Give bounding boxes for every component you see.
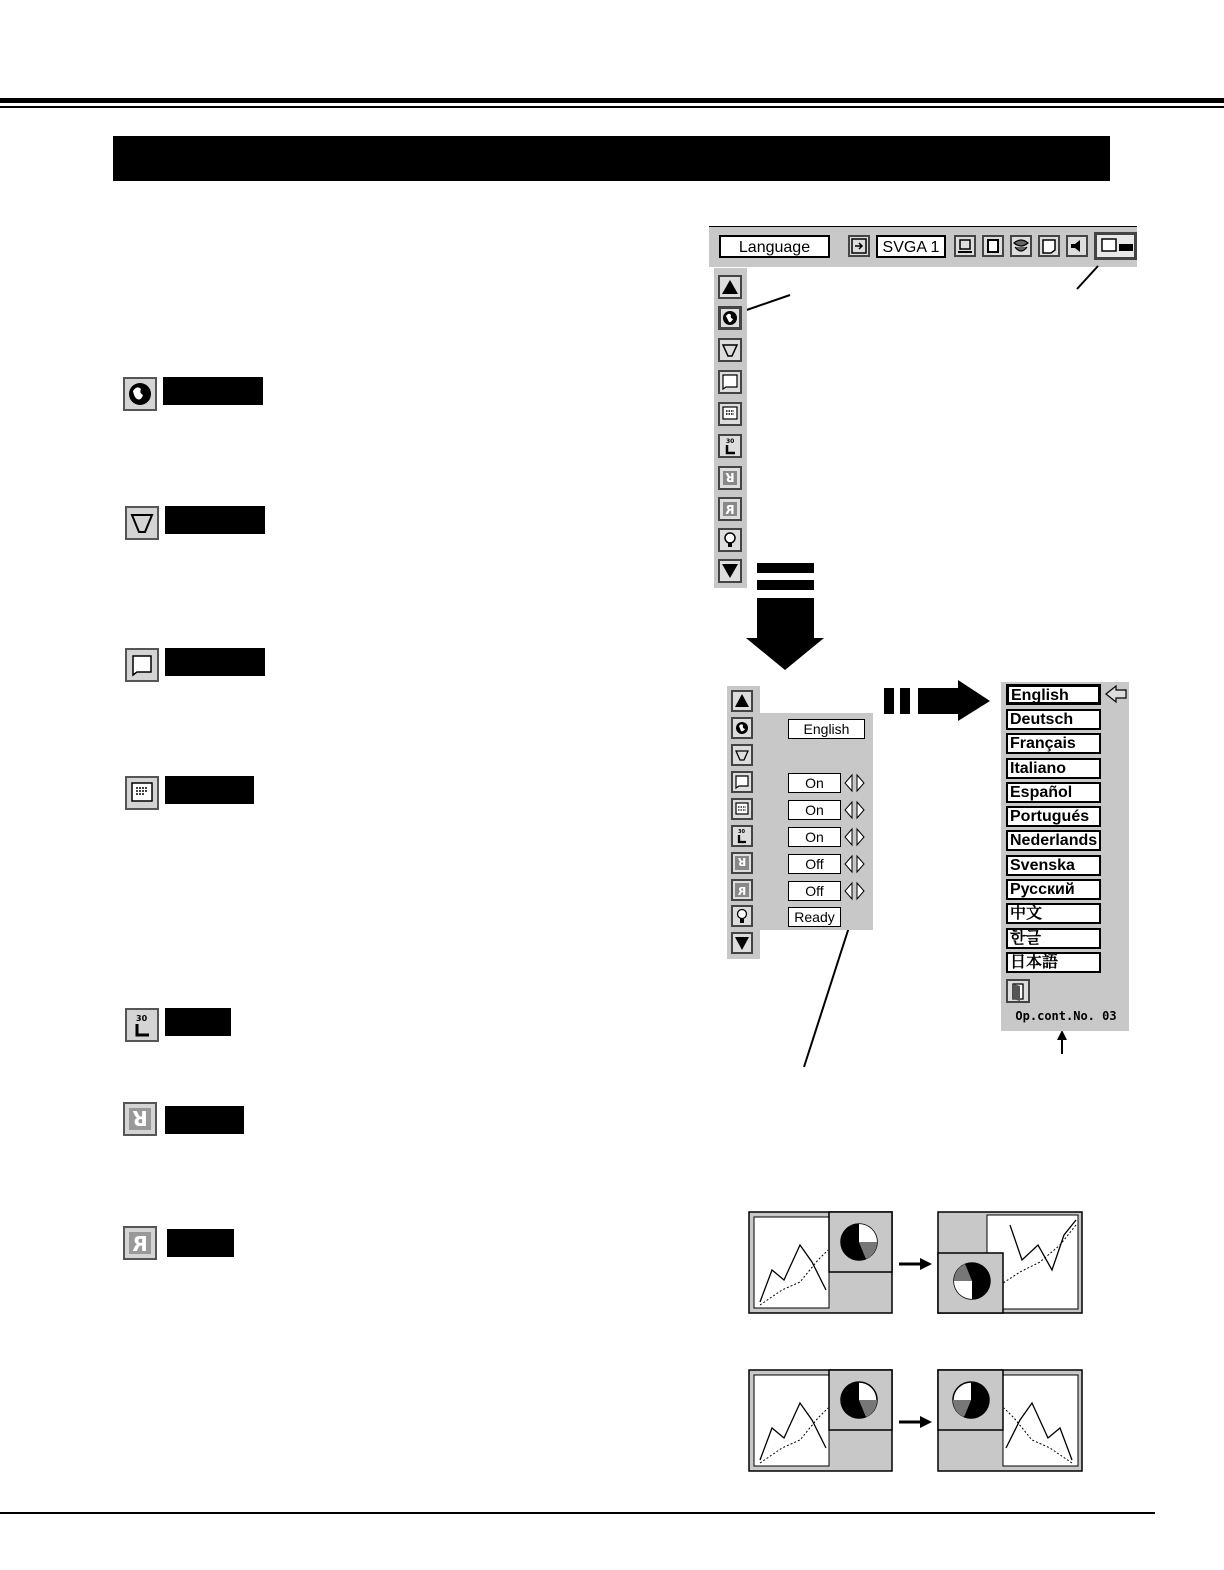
svg-text:30: 30 xyxy=(738,829,745,835)
ceiling-value[interactable]: Off xyxy=(788,854,841,874)
language-item-portugues[interactable]: Portugués xyxy=(1006,806,1101,827)
rear-value[interactable]: Off xyxy=(788,881,841,901)
svg-text:R: R xyxy=(132,1106,148,1130)
svg-text:R: R xyxy=(725,470,735,484)
language-item-espanol[interactable]: Español xyxy=(1006,782,1101,803)
language-item-chinese[interactable]: 中文 xyxy=(1006,903,1101,924)
source-label: SVGA 1 xyxy=(876,235,946,258)
language-item-korean[interactable]: 한글 xyxy=(1006,928,1101,949)
footer-rule xyxy=(0,1512,1155,1514)
svg-text:30: 30 xyxy=(726,438,735,445)
language-item-english[interactable]: English xyxy=(1006,684,1101,705)
display-value[interactable]: On xyxy=(788,800,841,820)
language-item-nederlands[interactable]: Nederlands xyxy=(1006,830,1101,851)
language-item-francais[interactable]: Français xyxy=(1006,733,1101,754)
svg-text:R: R xyxy=(737,885,747,898)
language-menu-label[interactable]: Language xyxy=(719,235,830,258)
svg-text:R: R xyxy=(132,1232,148,1256)
language-item-deutsch[interactable]: Deutsch xyxy=(1006,709,1101,730)
language-item-svenska[interactable]: Svenska xyxy=(1006,855,1101,876)
language-item-italiano[interactable]: Italiano xyxy=(1006,758,1101,779)
language-item-russian[interactable]: Русский xyxy=(1006,879,1101,900)
svg-text:30: 30 xyxy=(136,1014,148,1023)
op-code-label: Op.cont.No. 03 xyxy=(1015,1009,1117,1023)
svg-text:R: R xyxy=(725,503,735,517)
logo-value[interactable]: On xyxy=(788,827,841,847)
svg-text:R: R xyxy=(737,855,747,868)
lamp-value: Ready xyxy=(788,907,841,927)
language-item-japanese[interactable]: 日本語 xyxy=(1006,952,1101,973)
blue-back-value[interactable]: On xyxy=(788,773,841,793)
language-value[interactable]: English xyxy=(788,719,865,739)
